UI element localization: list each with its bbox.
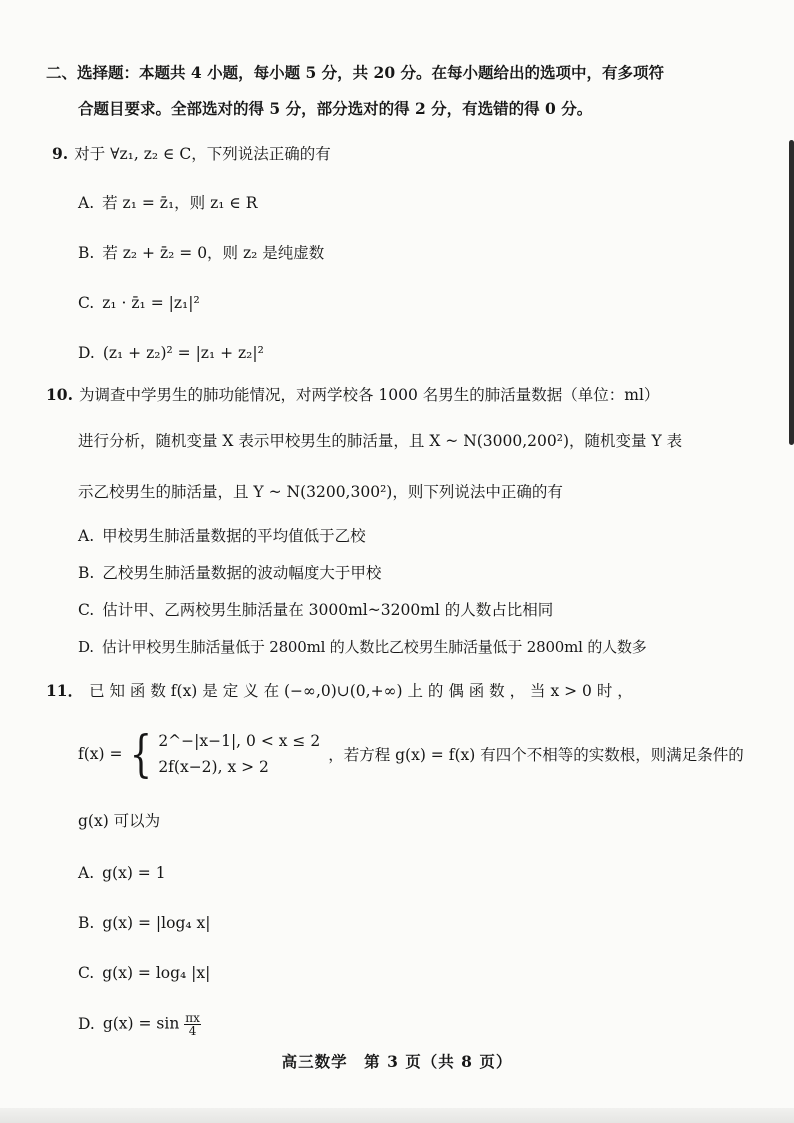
question-10-line3: 示乙校男生的肺活量，且 Y ~ N(3200,300²)，则下列说法中正确的有 <box>78 483 563 501</box>
question-11-line1 <box>46 680 633 702</box>
question-10-line2: 进行分析，随机变量 X 表示甲校男生的肺活量，且 X ~ N(3000,200²)，随机变量 Y 表 <box>78 432 683 450</box>
q11-option-c <box>78 962 210 984</box>
option-letter: C. <box>78 964 95 982</box>
piecewise-function <box>78 725 744 783</box>
question-11-text: 已 知 函 数 f(x) 是 定 义 在 (−∞,0)∪(0,+∞) 上 的 偶 函 数 ， 当 x > 0 时 ， <box>89 682 633 700</box>
piecewise-case-2: 2f(x−2), x > 2 <box>158 758 269 776</box>
q9-option-a <box>78 192 257 214</box>
option-text: g(x) = log₄ |x| <box>102 964 211 982</box>
option-text: g(x) = 1 <box>102 864 166 882</box>
option-letter: D. <box>78 638 94 656</box>
piecewise-cases <box>158 730 320 778</box>
piecewise-case-1: 2^−|x−1|, 0 < x ≤ 2 <box>158 732 321 750</box>
option-letter: D. <box>78 1014 95 1033</box>
option-letter: B. <box>78 244 95 262</box>
question-9-number: 9. <box>52 144 69 163</box>
option-letter: C. <box>78 294 95 312</box>
q11-option-d <box>78 1012 201 1037</box>
option-text: z₁ · z̄₁ = |z₁|² <box>102 294 200 312</box>
option-letter: A. <box>78 527 95 545</box>
q9-option-d <box>78 342 264 364</box>
left-brace-icon: { <box>129 725 152 783</box>
option-letter: A. <box>78 194 95 212</box>
q10-option-d <box>78 636 647 658</box>
option-letter: D. <box>78 344 95 362</box>
q9-option-b <box>78 242 324 264</box>
option-text: 乙校男生肺活量数据的波动幅度大于甲校 <box>102 564 382 582</box>
q10-option-a <box>78 525 366 547</box>
q10-option-c <box>78 599 553 621</box>
option-text: g(x) = sin <box>102 1014 180 1033</box>
option-text: 甲校男生肺活量数据的平均值低于乙校 <box>102 527 366 545</box>
q10-option-b <box>78 562 381 584</box>
option-text: 估计甲、乙两校男生肺活量在 3000ml~3200ml 的人数占比相同 <box>102 601 554 619</box>
option-letter: B. <box>78 564 95 582</box>
page-footer: 高三数学 第 3 页（共 8 页） <box>281 1052 513 1071</box>
option-text: g(x) = |log₄ x| <box>102 914 211 932</box>
q9-option-c <box>78 292 200 314</box>
page-bottom-edge <box>0 1108 794 1123</box>
fraction-numerator: πx <box>185 1011 200 1025</box>
option-text: 若 z₁ = z̄₁，则 z₁ ∈ R <box>102 194 258 212</box>
fraction-pi-x-over-4 <box>184 1012 201 1037</box>
q11-option-b <box>78 912 210 934</box>
question-10-line1 <box>46 384 659 406</box>
q11-option-a <box>78 862 166 884</box>
question-10-number: 10. <box>46 385 73 404</box>
question-10-text: 为调查中学男生的肺功能情况，对两学校各 1000 名男生的肺活量数据（单位：ml） <box>78 386 660 404</box>
option-text: 估计甲校男生肺活量低于 2800ml 的人数比乙校男生肺活量低于 2800ml 的人数多 <box>101 638 647 656</box>
question-11-line3: g(x) 可以为 <box>78 812 161 830</box>
piecewise-lhs: f(x) = <box>78 745 123 763</box>
question-11-number: 11． <box>46 681 84 700</box>
section-header-line2: 合题目要求。全部选对的得 5 分，部分选对的得 2 分，有选错的得 0 分。 <box>78 99 593 118</box>
option-letter: C. <box>78 601 95 619</box>
question-11-line2-text: ，若方程 g(x) = f(x) 有四个不相等的实数根，则满足条件的 <box>328 746 744 764</box>
question-9-text: 对于 ∀z₁, z₂ ∈ C，下列说法正确的有 <box>74 145 331 163</box>
option-letter: B. <box>78 914 95 932</box>
option-letter: A. <box>78 864 95 882</box>
question-9-stem <box>52 143 331 165</box>
option-text: 若 z₂ + z̄₂ = 0，则 z₂ 是纯虚数 <box>102 244 325 262</box>
section-header-line1: 二、选择题：本题共 4 小题，每小题 5 分，共 20 分。在每小题给出的选项中，有多项符 <box>46 63 665 82</box>
option-text: (z₁ + z₂)² = |z₁ + z₂|² <box>102 344 264 362</box>
scrollbar-thumb[interactable] <box>789 140 794 445</box>
fraction-denominator: 4 <box>188 1024 197 1038</box>
